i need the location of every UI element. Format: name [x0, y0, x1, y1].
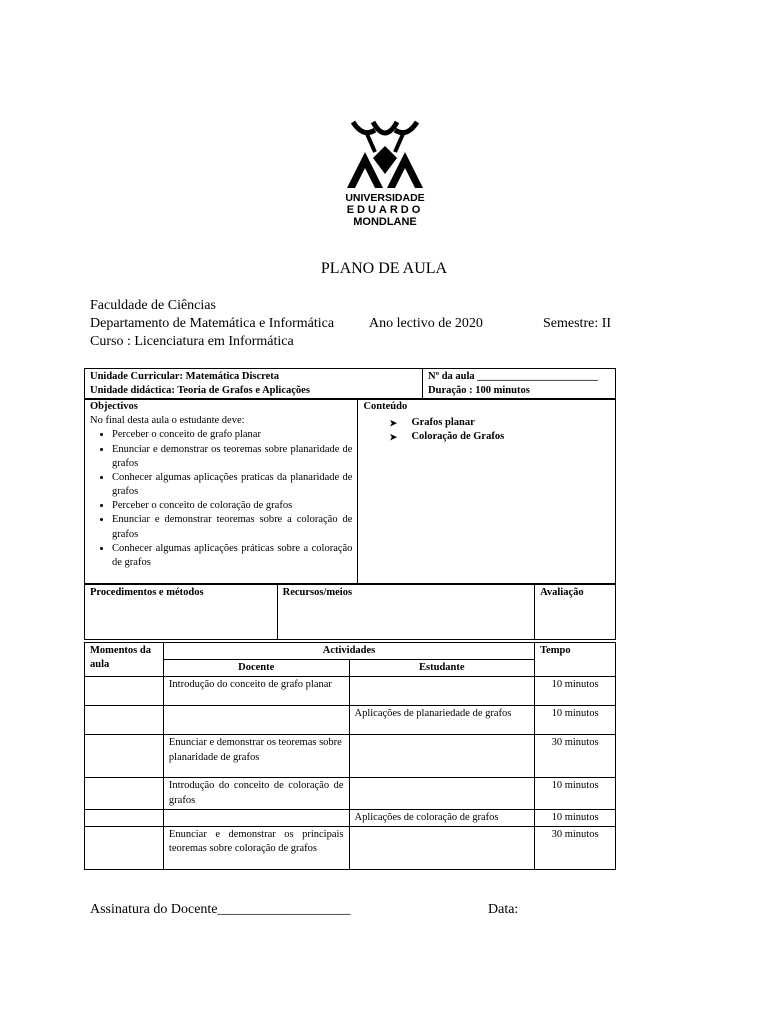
table-row	[85, 735, 616, 778]
conteudo-item: ➤ Grafos planar	[411, 416, 610, 430]
objectivos-heading: Objectivos	[90, 401, 138, 412]
estudante-header: Estudante	[349, 660, 535, 677]
assinatura-docente: Assinatura do Docente___________________	[90, 902, 351, 917]
estudante-cell	[349, 677, 535, 706]
table-row	[85, 826, 616, 869]
table-row	[85, 809, 616, 826]
duracao: Duração : 100 minutos	[428, 385, 530, 397]
objectivos-intro: No final desta aula o estudante deve:	[90, 415, 245, 427]
university-emblem-icon	[345, 118, 425, 190]
unidade-cell	[85, 369, 423, 400]
university-logo	[330, 118, 440, 238]
numero-aula: Nº da aula _______________________	[428, 371, 599, 382]
ano-lectivo-text: Ano lectivo de 2020	[369, 316, 483, 331]
docente-cell: Introdução do conceito de grafo planar	[163, 677, 349, 706]
unidade-didactica: Unidade didáctica: Teoria de Grafos e Aplicações	[90, 385, 310, 397]
estudante-cell	[349, 778, 535, 809]
table-row	[85, 778, 616, 809]
conteudo-heading: Conteúdo	[363, 401, 408, 412]
recursos-header: Recursos/meios	[277, 585, 534, 640]
objectivo-item: • Enunciar e demonstrar os teoremas sobre planaridade de grafos	[112, 443, 352, 471]
page-title: PLANO DE AULA	[320, 260, 448, 277]
docente-cell	[163, 809, 349, 826]
data-label: Data:	[488, 902, 519, 917]
tempo-cell: 10 minutos	[535, 677, 616, 706]
logo-line-3: MONDLANE	[353, 216, 417, 228]
momentos-header: Momentos da aula	[85, 643, 164, 677]
objectivo-item: • Enunciar e demonstrar teoremas sobre a coloração de grafos	[112, 513, 352, 541]
tempo-cell: 30 minutos	[535, 826, 616, 869]
departamento-text: Departamento de Matemática e Informática	[90, 316, 335, 331]
table-row	[85, 677, 616, 706]
objectivo-item: • Conhecer algumas aplicações praticas da planaridade de grafos	[112, 471, 352, 499]
docente-cell: Enunciar e demonstrar os principais teoremas sobre coloração de grafos	[163, 826, 349, 869]
objectives-table	[84, 398, 616, 584]
docente-cell	[163, 706, 349, 735]
docente-cell: Enunciar e demonstrar os teoremas sobre planaridade de grafos	[163, 735, 349, 778]
logo-line-2: EDUARDO	[346, 204, 424, 216]
tempo-cell: 10 minutos	[535, 778, 616, 809]
avaliacao-header: Avaliação	[535, 585, 616, 640]
unidade-curricular: Unidade Curricular: Matemática Discreta	[90, 371, 280, 382]
objectivo-item: • Perceber o conceito de coloração de grafos	[112, 499, 352, 513]
estudante-cell	[349, 735, 535, 778]
objectivo-item: • Perceber o conceito de grafo planar	[112, 428, 352, 442]
tempo-header: Tempo	[535, 643, 616, 677]
tempo-cell: 10 minutos	[535, 809, 616, 826]
logo-line-1: UNIVERSIDADE	[345, 192, 425, 204]
info-table	[84, 368, 616, 400]
docente-header: Docente	[163, 660, 349, 677]
tempo-cell: 30 minutos	[535, 735, 616, 778]
faculdade-text: Faculdade de Ciências	[90, 298, 216, 313]
table-row	[85, 706, 616, 735]
tempo-cell: 10 minutos	[535, 706, 616, 735]
actividades-header: Actividades	[163, 643, 534, 660]
estudante-cell: Aplicações de coloração de grafos	[349, 809, 535, 826]
aula-cell	[423, 369, 616, 400]
conteudo-item: ➤ Coloração de Grafos	[411, 430, 610, 444]
semestre-text: Semestre: II	[543, 316, 612, 331]
curso-text: Curso : Licenciatura em Informática	[90, 334, 294, 349]
conteudo-cell	[358, 399, 616, 584]
objectivo-item: • Conhecer algumas aplicações práticas sobre a coloração de grafos	[112, 542, 352, 570]
objectivos-cell	[85, 399, 358, 584]
objectivos-list	[90, 428, 352, 570]
schedule-table	[84, 642, 616, 870]
estudante-cell: Aplicações de planariedade de grafos	[349, 706, 535, 735]
procedimentos-header: Procedimentos e métodos	[85, 585, 278, 640]
docente-cell: Introdução do conceito de coloração de grafos	[163, 778, 349, 809]
procedures-table	[84, 584, 616, 640]
conteudo-list	[363, 416, 610, 444]
estudante-cell	[349, 826, 535, 869]
